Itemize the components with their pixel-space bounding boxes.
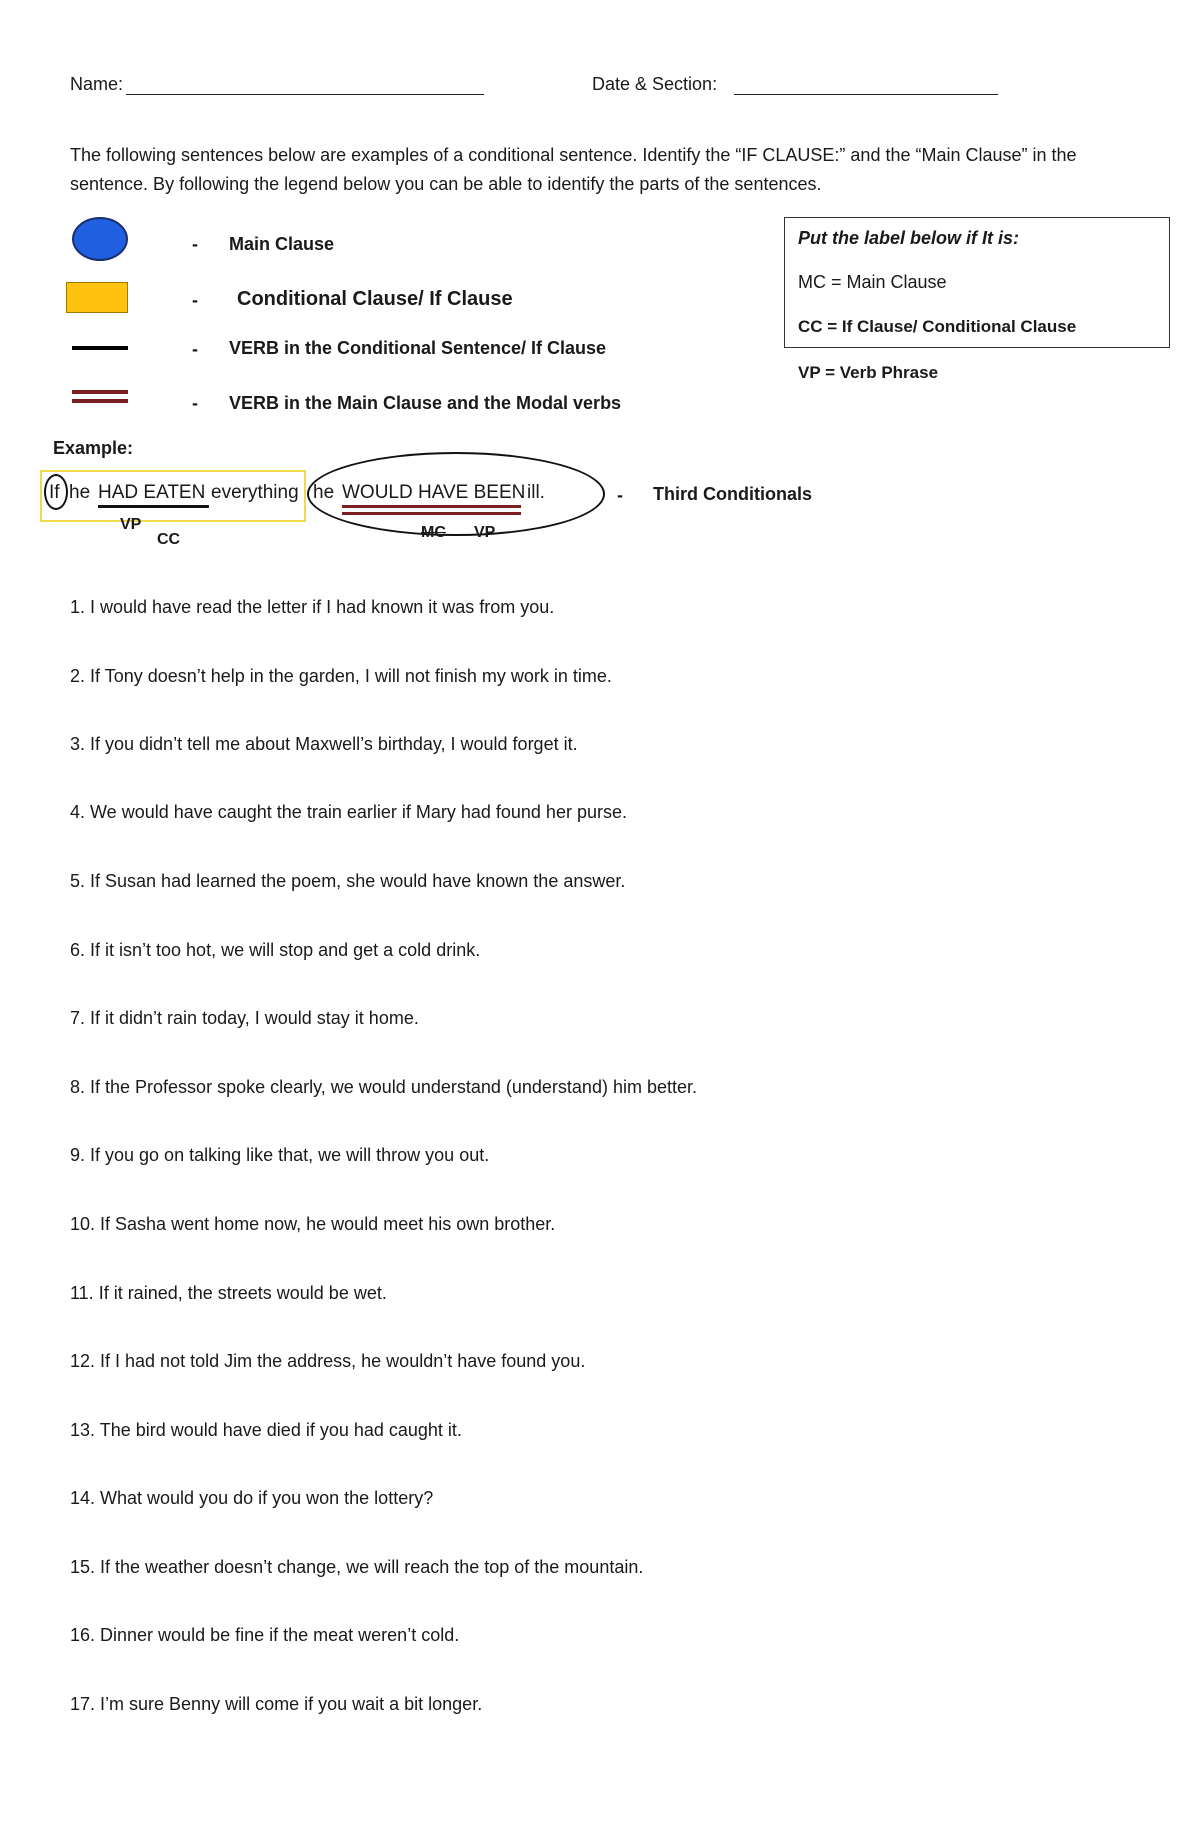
example-heading: Example:: [53, 438, 134, 458]
name-label: Name:: [70, 74, 124, 94]
name-blank[interactable]: [126, 78, 484, 95]
legend-dash: -: [192, 393, 198, 413]
question-item: 8. If the Professor spoke clearly, we would understand (understand) him better.: [70, 1077, 697, 1097]
example-had-eaten: HAD EATEN: [98, 482, 206, 503]
label-box-title: Put the label below if It is:: [798, 228, 1020, 248]
label-box-cc: CC = If Clause/ Conditional Clause: [798, 317, 1077, 336]
question-item: 11. If it rained, the streets would be wet.: [70, 1283, 387, 1303]
question-item: 4. We would have caught the train earlier if Mary had found her purse.: [70, 802, 627, 822]
question-item: 13. The bird would have died if you had caught it.: [70, 1420, 462, 1440]
example-vp-label: VP: [120, 516, 142, 533]
question-item: 2. If Tony doesn’t help in the garden, I will not finish my work in time.: [70, 666, 612, 686]
question-item: 1. I would have read the letter if I had known it was from you.: [70, 597, 555, 617]
example-had-eaten-underline: [98, 505, 209, 508]
date-section-blank[interactable]: [734, 78, 998, 95]
example-type-label: Third Conditionals: [653, 484, 812, 504]
question-item: 10. If Sasha went home now, he would meet his own brother.: [70, 1214, 556, 1234]
date-section-label: Date & Section:: [592, 74, 718, 94]
example-vp-label-main: VP: [474, 524, 496, 541]
legend-double-red-line-icon-second: [72, 399, 128, 403]
instructions: The following sentences below are examples of a conditional sentence. Identify the “IF CLAUSE:” and the “Main Clause” in the sentence. By following the legend below you can be able to identify the parts of the sentences.: [70, 145, 1077, 194]
example-mc-label: MC: [421, 524, 446, 541]
legend-double-red-line-icon: [72, 390, 128, 394]
example-everything: everything: [211, 482, 299, 503]
question-item: 14. What would you do if you won the lottery?: [70, 1488, 434, 1508]
question-item: 5. If Susan had learned the poem, she would have known the answer.: [70, 871, 626, 891]
label-box-mc: MC = Main Clause: [798, 272, 947, 292]
legend-verb-main-clause-label: VERB in the Main Clause and the Modal verbs: [229, 393, 622, 413]
example-cc-label: CC: [157, 531, 181, 548]
example-would-have-been: WOULD HAVE BEEN: [342, 482, 526, 503]
legend-dash: -: [192, 339, 198, 359]
example-dash: -: [617, 485, 623, 505]
legend-black-line-icon: [72, 346, 128, 350]
question-item: 6. If it isn’t too hot, we will stop and get a cold drink.: [70, 940, 481, 960]
legend-dash: -: [192, 290, 198, 310]
legend-yellow-rectangle-icon: [66, 282, 128, 313]
legend-blue-circle-icon: [72, 217, 128, 261]
example-would-have-been-underline-second: [342, 512, 521, 515]
question-item: 16. Dinner would be fine if the meat weren’t cold.: [70, 1625, 460, 1645]
legend-conditional-clause-label: Conditional Clause/ If Clause: [237, 288, 513, 310]
legend-main-clause-label: Main Clause: [229, 234, 335, 254]
example-ill: ill.: [527, 482, 545, 503]
legend-verb-if-clause-label: VERB in the Conditional Sentence/ If Clause: [229, 338, 607, 358]
question-item: 9. If you go on talking like that, we will throw you out.: [70, 1145, 490, 1165]
question-item: 12. If I had not told Jim the address, he wouldn’t have found you.: [70, 1351, 586, 1371]
legend-dash: -: [192, 234, 198, 254]
example-would-have-been-underline: [342, 505, 521, 508]
label-box-vp: VP = Verb Phrase: [798, 363, 939, 382]
example-he: he: [69, 482, 91, 503]
example-if-word: If: [49, 482, 60, 503]
example-he-main: he: [313, 482, 335, 503]
question-item: 17. I’m sure Benny will come if you wait a bit longer.: [70, 1694, 483, 1714]
question-item: 7. If it didn’t rain today, I would stay it home.: [70, 1008, 419, 1028]
question-item: 15. If the weather doesn’t change, we will reach the top of the mountain.: [70, 1557, 644, 1577]
question-item: 3. If you didn’t tell me about Maxwell’s birthday, I would forget it.: [70, 734, 578, 754]
